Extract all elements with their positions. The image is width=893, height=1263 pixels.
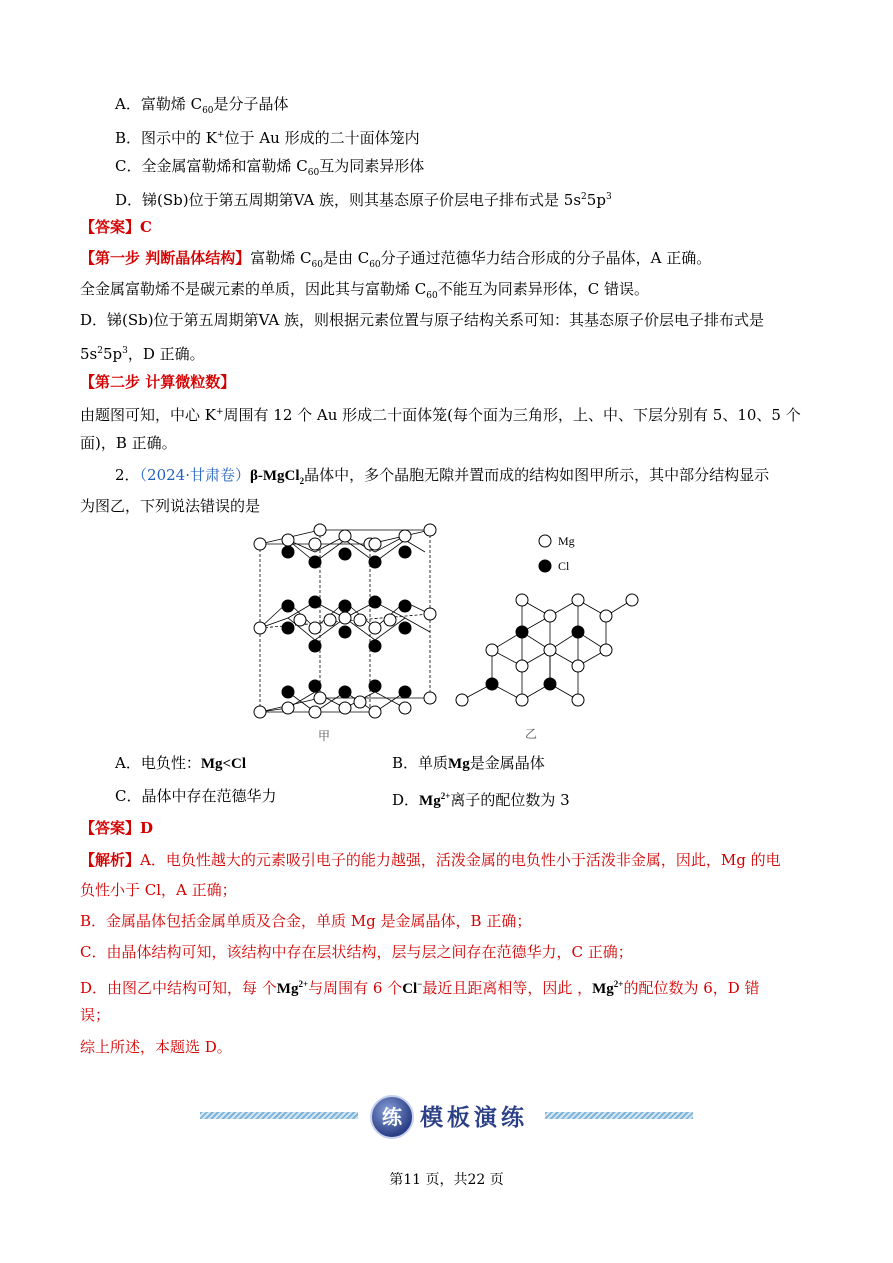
q2-analysis-line4: C．由晶体结构可知，该结构中存在层状结构，层与层之间存在范德华力，C 正确； [80,943,633,961]
legend-mg: Mg [558,534,575,548]
q1-option-c: C．全金属富勒烯和富勒烯 $C_{60}$互为同素异形体 [115,157,425,178]
banner-title: 模板演练 [420,1105,528,1131]
q2-option-d: D．$Mg^{2+}$离子的配位数为 3 [392,791,570,809]
q1-step1-line4: $5s^25p^3$，D 正确。 [80,345,205,363]
q1-option-a: A．富勒烯 $C_{60}$是分子晶体 [115,95,289,116]
q2-analysis-line1: 【解析】A．电负性越大的元素吸引电子的能力越强，活泼金属的电负性小于活泼非金属，因此，Mg 的电 [80,851,781,869]
q2-stem-line1: 2．（2024·甘肃卷）β-MgCl$_2$晶体中，多个晶胞无隙并置而成的结构如图甲所示，其中部分结构显示 [115,466,770,486]
banner-right-stripe [545,1112,693,1119]
legend-cl: Cl [558,559,570,573]
label-jia: 甲 [318,729,331,743]
page-footer: 第11 页，共22 页 [389,1172,504,1188]
label-yi: 乙 [525,727,538,741]
q2-stem-line2: 为图乙，下列说法错误的是 [80,497,261,515]
q2-analysis-line3: B．金属晶体包括金属单质及合金，单质 Mg 是金属晶体，B 正确； [80,912,532,930]
q1-answer: 【答案】C [80,218,152,236]
figure-yi [450,528,650,743]
q1-option-b: B．图示中的 K+位于 Au 形成的二十面体笼内 [115,129,420,147]
banner-badge: 练 [370,1095,414,1139]
q2-analysis-line2: 负性小于 Cl，A 正确； [80,881,237,899]
q1-step1-line3: D．锑(Sb)位于第五周期第VA 族，则根据元素位置与原子结构关系可知：其基态原子价层电子排布式是 [80,311,765,329]
q2-analysis-line6: 误； [80,1006,111,1024]
q2-analysis-line7: 综上所述，本题选 D。 [80,1038,232,1056]
q2-number: 2． [115,466,140,484]
q1-step2-line2: 面)，B 正确。 [80,434,177,452]
q2-analysis-heading: 【解析】 [80,851,141,869]
banner-left-stripe [200,1112,358,1119]
legend-cl-marker [539,560,551,572]
q1-step2-line1: 由题图可知，中心 K+周围有 12 个 Au 形成二十面体笼(每个面为三角形，上、中、下层分别有 5、10、5 个 [80,406,801,424]
q2-source: （2024·甘肃卷） [139,466,250,484]
q1-step1-line1: 【第一步 判断晶体结构】富勒烯 $C_{60}$是由 $C_{60}$分子通过范德华力结合形成的分子晶体，A 正确。 [80,249,712,270]
q1-step2-heading: 【第二步 计算微粒数】 [80,373,236,391]
legend-mg-marker [539,535,551,547]
figure-jia [240,522,450,747]
q1-step1-heading: 【第一步 判断晶体结构】 [80,249,251,267]
q2-option-b: B．单质Mg是金属晶体 [392,754,545,772]
q2-analysis-line5: D．由图乙中结构可知，每 个$Mg^{2+}$与周围有 6 个Cl−最近且距离相等，因此 ，$Mg^{2+}$的配位数为 6，D 错 [80,979,760,997]
q2-option-a: A．电负性：Mg<Cl [115,754,247,772]
q1-step1-line2: 全金属富勒烯不是碳元素的单质，因此其与富勒烯 $C_{60}$不能互为同素异形体，C 错误。 [80,280,649,301]
q2-option-c: C．晶体中存在范德华力 [115,787,277,805]
q2-answer: 【答案】D [80,819,154,837]
q1-option-d: D．锑(Sb)位于第五周期第VA 族，则其基态原子价层电子排布式是 $5s^25p^3$ [115,191,612,209]
